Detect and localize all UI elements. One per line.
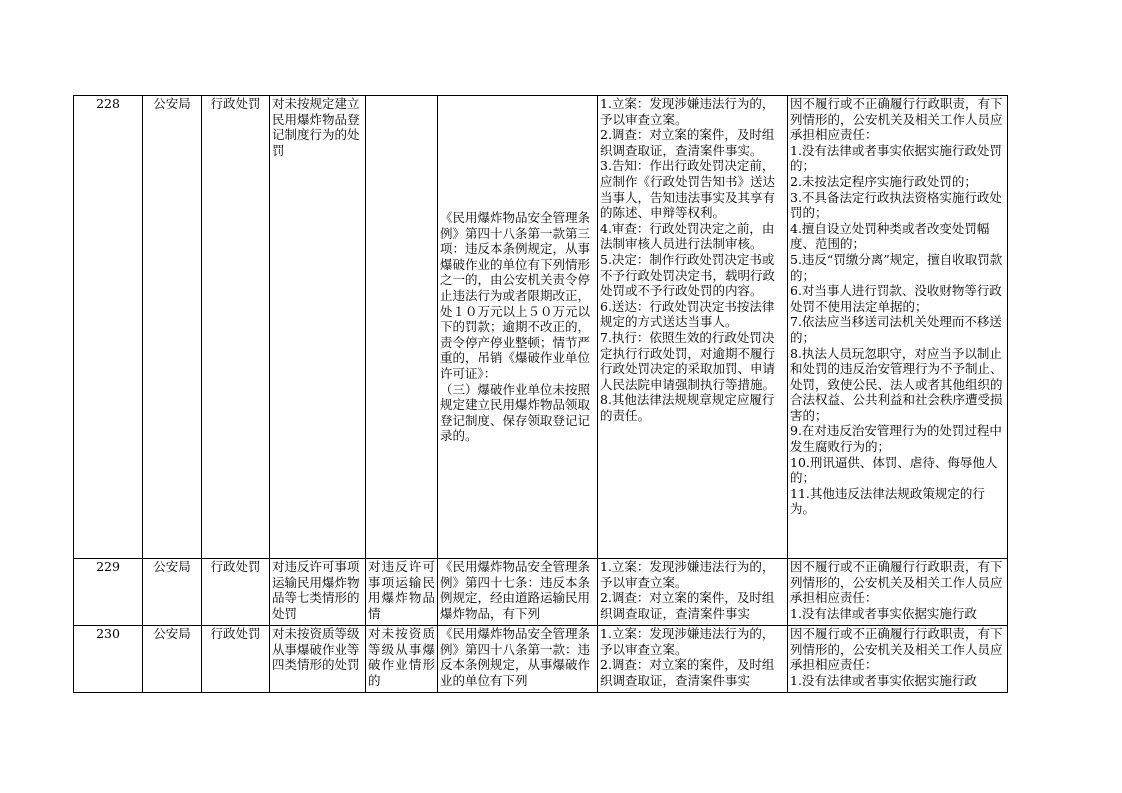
row-number: 228 [74,96,143,559]
table-row [74,96,1008,559]
department-cell: 公安局 [143,96,202,559]
item-name-text: 对违反许可事项运输民用爆炸物品等七类情形的处罚 [272,559,360,621]
process-text: 1.立案：发现涉嫌违法行为的，予以审查立案。 2.调查：对立案的案件，及时组织调查取证，查清案件事实 [600,626,775,688]
liability-cell [788,96,1008,559]
legal-basis-text: 《民用爆炸物品安全管理条例》第四十七条：违反本条例规定，经由道路运输民用爆炸物品，有下列 [440,559,591,621]
table-row [74,559,1008,626]
process-cell [598,96,788,559]
row-number: 230 [74,626,143,693]
legal-basis-text: 《民用爆炸物品安全管理条例》第四十八条第一款第三项：违反本条例规定，从事爆破作业的单位有下列情形之一的，由公安机关责令停止违法行为或者限期改正，处１０万元以上５０万元以下的罚款；逾期不改正的，责令停产停业整顿；情节严重的，吊销《爆破作业单位许可证》： （三）爆破作业单位未按照规定建立民用爆炸物品领取登记制度、保存领取登记记录的。 [440,210,591,444]
item-name-text: 对未按资质等级从事爆破作业等四类情形的处罚 [272,626,360,673]
sub-item-text: 对未按资质等级从事爆破作业情形的 [368,626,435,688]
item-name-cell [270,96,366,559]
liability-text: 因不履行或不正确履行行政职责，有下列情形的，公安机关及相关工作人员应承担相应责任： 1.没有法律或者事实依据实施行政处罚的； 2.未按法定程序实施行政处罚的； 3.不具备法定行政执法资格实施行政处罚的； 4.擅自设立处罚种类或者改变处罚幅度、范围的； 5.违反“罚缴分离”规定，擅自收取罚款的； 6.对当事人进行罚款、没收财物等行政处罚不使用法定单据的； 7.依法应当移送司法机关处理而不移送的； 8.执法人员玩忽职守，对应当予以制止和处罚的违反治安管理行为不予制止、处罚，致使公民、法人或者其他组织的合法权益、公共利益和社会秩序遭受损害的； 9.在对违反治安管理行为的处罚过程中发生腐败行为的； 10.刑讯逼供、体罚、虐待、侮辱他人的； 11.其他违反法律法规政策规定的行为。 [790,96,1003,517]
sub-item-cell [366,96,438,559]
legal-basis-cell [438,626,598,693]
department-cell: 公安局 [143,559,202,626]
liability-text: 因不履行或不正确履行行政职责，有下列情形的，公安机关及相关工作人员应承担相应责任： 1.没有法律或者事实依据实施行政 [790,626,1003,688]
sub-item-text: 对违反许可事项运输民用爆炸物品情 [368,559,435,621]
legal-basis-cell [438,96,598,559]
item-name-text: 对未按规定建立民用爆炸物品登记制度行为的处罚 [272,96,360,158]
department-cell: 公安局 [143,626,202,693]
item-name-cell [270,626,366,693]
table-row [74,626,1008,693]
liability-text: 因不履行或不正确履行行政职责，有下列情形的，公安机关及相关工作人员应承担相应责任： 1.没有法律或者事实依据实施行政 [790,559,1003,621]
liability-cell [788,559,1008,626]
process-cell [598,626,788,693]
legal-basis-cell [438,559,598,626]
sub-item-cell [366,626,438,693]
liability-cell [788,626,1008,693]
power-type-cell: 行政处罚 [202,626,270,693]
sub-item-cell [366,559,438,626]
legal-basis-text: 《民用爆炸物品安全管理条例》第四十八条第一款：违反本条例规定，从事爆破作业的单位有下列 [440,626,591,688]
process-text: 1.立案：发现涉嫌违法行为的，予以审查立案。 2.调查：对立案的案件，及时组织调查取证，查清案件事实。 3.告知：作出行政处罚决定前，应制作《行政处罚告知书》送达当事人，告知违法事实及其享有的陈述、申辩等权利。 4.审查：行政处罚决定之前，由法制审核人员进行法制审核。 5.决定：制作行政处罚决定书或不予行政处罚决定书，载明行政处罚或不予行政处罚的内容。 6.送达：行政处罚决定书按法律规定的方式送达当事人。 7.执行：依照生效的行政处罚决定执行行政处罚，对逾期不履行行政处罚决定的采取加罚、申请人民法院申请强制执行等措施。 8.其他法律法规规章规定应履行的责任。 [600,96,776,423]
process-text: 1.立案：发现涉嫌违法行为的，予以审查立案。 2.调查：对立案的案件，及时组织调查取证，查清案件事实 [600,559,775,621]
power-list-table [73,95,1008,693]
process-cell [598,559,788,626]
item-name-cell [270,559,366,626]
row-number: 229 [74,559,143,626]
power-type-cell: 行政处罚 [202,96,270,559]
power-type-cell: 行政处罚 [202,559,270,626]
